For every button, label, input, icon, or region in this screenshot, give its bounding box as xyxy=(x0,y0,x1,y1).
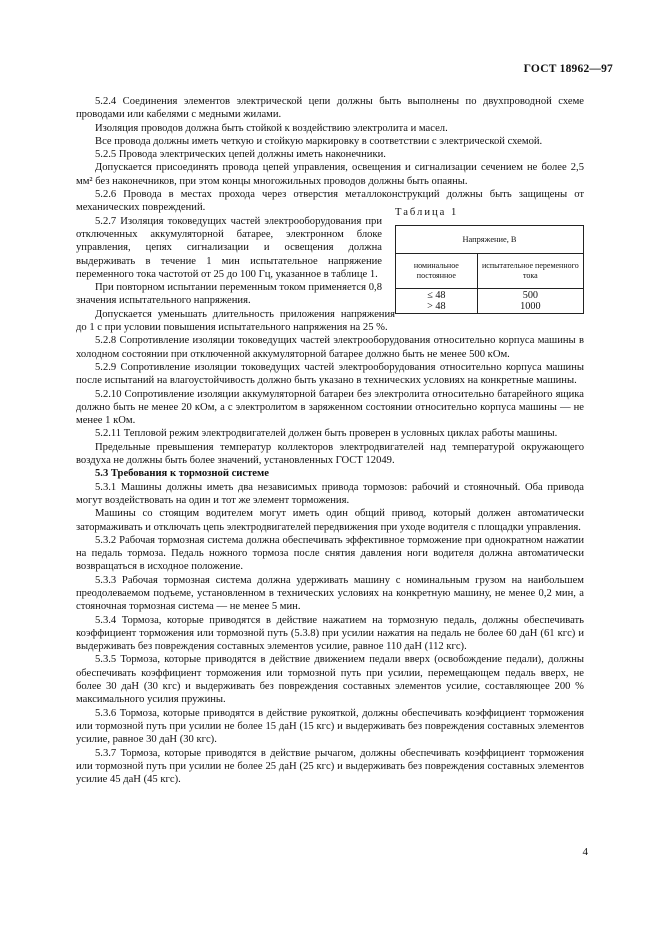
table-1 xyxy=(395,206,584,314)
paragraph: При повторном испытании переменным током применяется 0,8 значения испытательного напряжения. xyxy=(76,282,382,307)
paragraph: Допускается присоединять провода цепей управления, освещения и сигнализации сечением не более 2,5 мм² без наконечников, при этом концы многожильных проводов должны быть опаяны. xyxy=(76,162,584,187)
paragraph: Изоляция проводов должна быть стойкой к воздействию электролита и масел. xyxy=(95,122,448,134)
table-col-test-header: испытательное переменного тока xyxy=(477,253,583,288)
paragraphs-before-table xyxy=(76,95,584,215)
table-header-voltage: Напряжение, В xyxy=(396,225,584,253)
paragraph: Допускается уменьшать длительность приложения напряжения до 1 с при условии повышения испытательного напряжения на 25 %. xyxy=(76,308,395,334)
paragraph: Все провода должны иметь четкую и стойкую маркировку в соответствии с электрической схемой. xyxy=(95,135,543,147)
paragraph: 5.2.4 Соединения элементов электрической цепи должны быть выполнены по двухпроводной схеме проводами или кабелями с медными жилами. xyxy=(76,96,584,121)
paragraph: Предельные превышения температур коллекторов электродвигателей над температурой окружающего воздуха не должны быть более значений, установленных ГОСТ 12049. xyxy=(76,441,584,467)
paragraph: 5.3.5 Тормоза, которые приводятся в действие движением педали вверх (освобождение педали), должны обеспечивать коэффициент торможения или тормозной путь при усилии, перемещающем педаль вверх, не более 30 даН (30 кгс) и выдерживать без повреждения составных элементов усилие, составляющее 200 % максимального усилия пружины. xyxy=(76,654,584,706)
page-number: 4 xyxy=(582,846,588,858)
table-nominal-values: ≤ 48 > 48 xyxy=(396,288,478,313)
paragraph: 5.2.6 Провода в местах прохода через отверстия металлоконструкций должны быть защищены от механических повреждений. xyxy=(76,189,584,214)
paragraph: 5.3.3 Рабочая тормозная система должна удерживать машину с номинальным грузом на наибольшем преодолеваемом подъеме, установленном в технических условиях на конкретную машину, не менее 0,2 мин, а стояночная тормозная система — не менее 5 мин. xyxy=(76,574,584,613)
paragraph: 5.3.6 Тормоза, которые приводятся в действие рукояткой, должны обеспечивать коэффициент торможения или тормозной путь при усилии не более 15 даН (15 кгс) и выдерживать без повреждения составных элементов усилие, равное 30 даН (30 кгс). xyxy=(76,707,584,746)
paragraph: 5.2.8 Сопротивление изоляции токоведущих частей электрооборудования относительно корпуса машины в холодном состоянии при отключенной аккумуляторной батарее должно быть не менее 500 кОм. xyxy=(76,335,584,360)
paragraph: 5.2.9 Сопротивление изоляции токоведущих частей электрооборудования относительно корпуса машины после испытаний на влагоустойчивость должно быть указано в технических условиях на конкретные машины. xyxy=(76,361,584,387)
paragraph: 5.2.5 Провода электрических цепей должны иметь наконечники. xyxy=(95,149,386,161)
document-body xyxy=(76,95,584,786)
table-test-values: 500 1000 xyxy=(477,288,583,313)
paragraph: 5.3.4 Тормоза, которые приводятся в действие нажатием на тормозную педаль, должны обеспечивать коэффициент торможения или тормозной путь (5.3.8) при усилии нажатия на педаль не более 60 даН (61 кгс) и выдерживать без повреждения составных элементов усилие, равное 110 даН (112 кгс). xyxy=(76,614,584,653)
section-heading: 5.3 Требования к тормозной системе xyxy=(95,468,269,480)
paragraphs-beside-table xyxy=(76,215,382,308)
paragraph: 5.3.2 Рабочая тормозная система должна обеспечивать эффективное торможение при однократном нажатии на педаль тормоза. Педаль ножного тормоза после снятия давления ноги водителя должна автоматически возвращаться в исходное положение. xyxy=(76,534,584,573)
paragraph: 5.3.7 Тормоза, которые приводятся в действие рычагом, должны обеспечивать коэффициент торможения или тормозной путь при усилии не более 25 даН (25 кгс) и выдерживать без повреждения составных элементов усилие 45 даН (45 кгс). xyxy=(76,747,584,786)
paragraph: 5.3.1 Машины должны иметь два независимых привода тормозов: рабочий и стояночный. Оба привода могут воздействовать на один и тот же элемент торможения. xyxy=(76,481,584,506)
paragraph: 5.2.10 Сопротивление изоляции аккумуляторной батареи без электролита относительно батарейного ящика должно быть не менее 20 кОм, а с электролитом в заряженном состоянии относительно корпуса машины — не менее 1 кОм. xyxy=(76,388,584,427)
paragraph: Машины со стоящим водителем могут иметь один общий привод, который должен автоматически затормаживать и отключать цепь электродвигателей передвижения при уходе водителя с площадки управления. xyxy=(76,508,584,533)
document-header-title: ГОСТ 18962—97 xyxy=(523,63,613,75)
voltage-table xyxy=(395,225,584,314)
paragraph: 5.2.7 Изоляция токоведущих частей электрооборудования при отключенных аккумуляторной батарее, электронном блоке управления, цепях сигнализации и освещения должна выдерживать в течение 1 мин испытательное напряжение переменного тока частотой от 25 до 100 Гц, указанное в таблице 1. xyxy=(76,215,382,280)
paragraph: 5.2.11 Тепловой режим электродвигателей должен быть проверен в условных циклах работы машины. xyxy=(95,428,558,440)
table-col-nominal-header: номинальное постоянное xyxy=(396,253,478,288)
table-caption: Таблица 1 xyxy=(395,206,459,218)
